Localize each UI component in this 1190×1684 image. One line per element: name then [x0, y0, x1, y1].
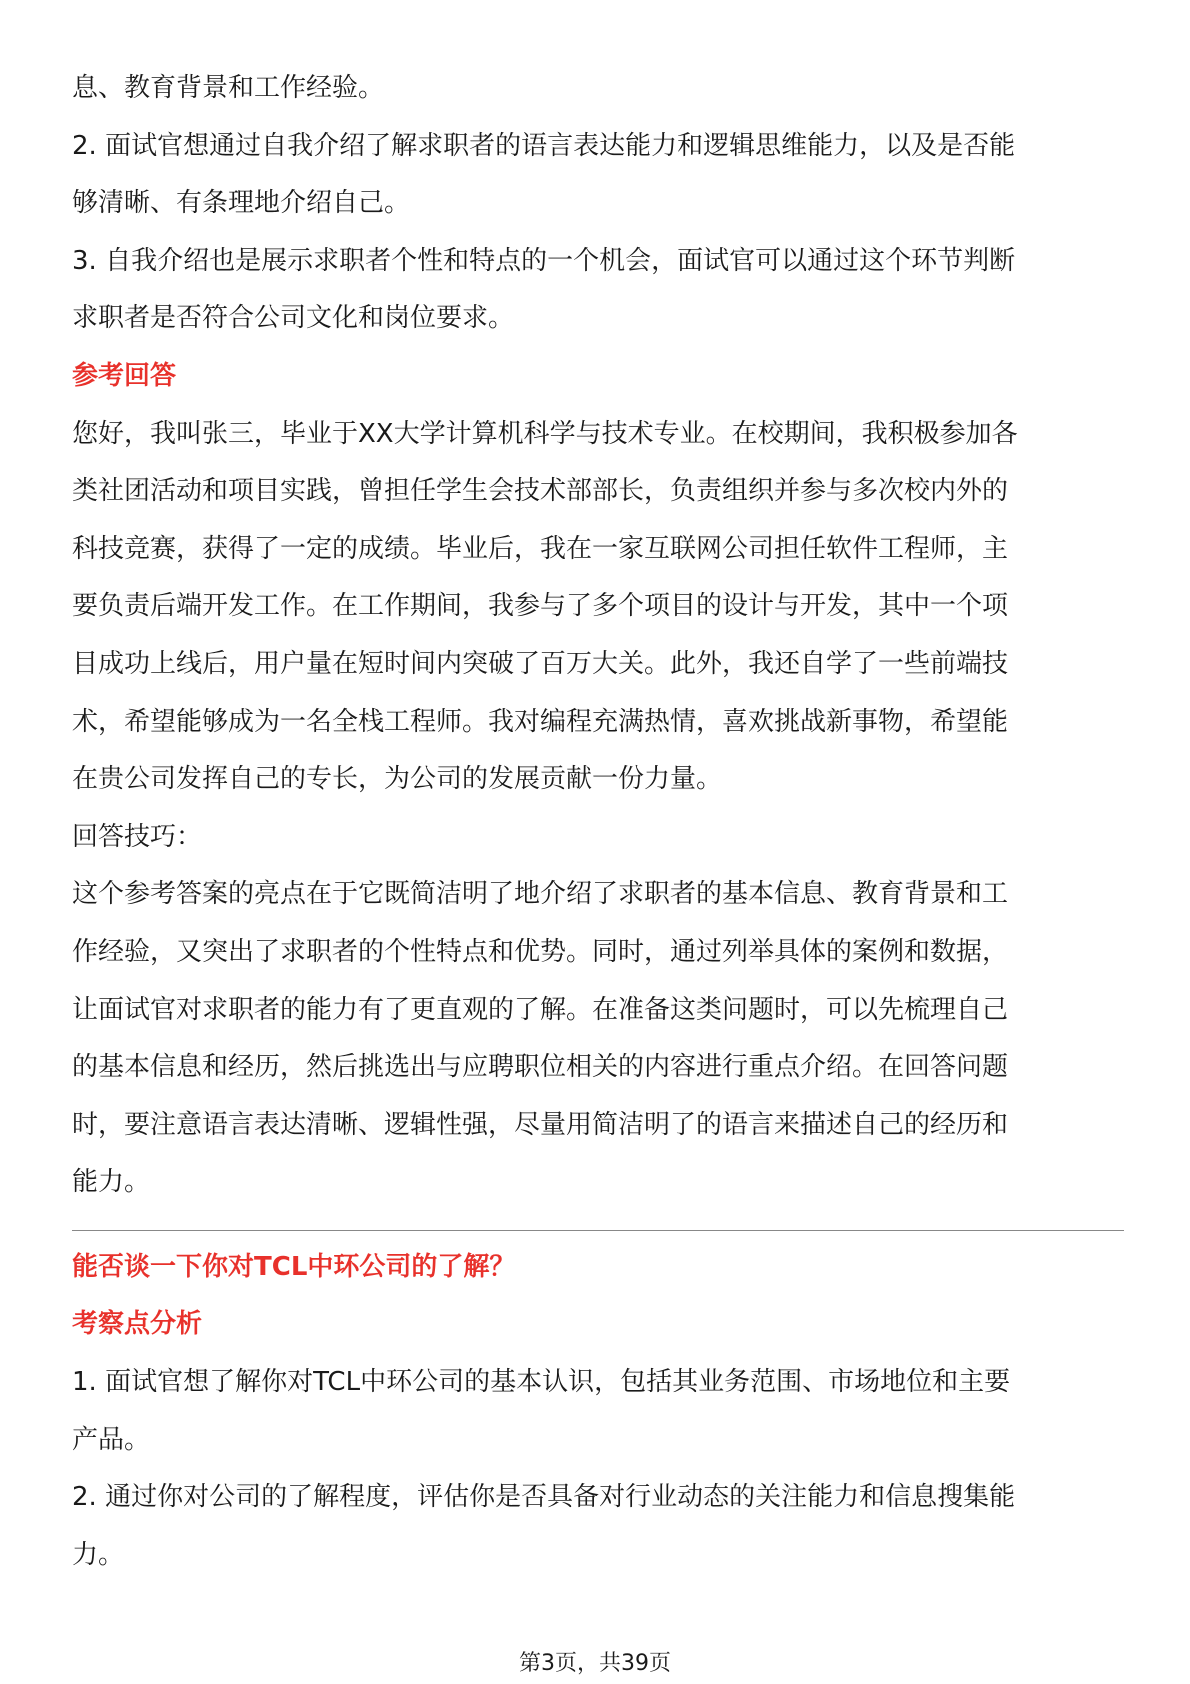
text-line: 2. 面试官想通过自我介绍了解求职者的语言表达能力和逻辑思维能力，以及是否能: [72, 130, 1016, 161]
text-line: 产品。: [72, 1424, 151, 1455]
text-line: 术，希望能够成为一名全栈工程师。我对编程充满热情，喜欢挑战新事物，希望能: [72, 706, 1009, 737]
text-line: 目成功上线后，用户量在短时间内突破了百万大关。此外，我还自学了一些前端技: [72, 648, 1009, 679]
section-analysis-continued: [72, 60, 1124, 348]
text-line: 3. 自我介绍也是展示求职者个性和特点的一个机会，面试官可以通过这个环节判断: [72, 245, 1016, 276]
text-line: 时，要注意语言表达清晰、逻辑性强，尽量用简洁明了的语言来描述自己的经历和: [72, 1109, 1009, 1140]
tips-label: 回答技巧：: [72, 821, 203, 852]
section-divider: [72, 1230, 1124, 1231]
text-line: 1. 面试官想了解你对TCL中环公司的基本认识，包括其业务范围、市场地位和主要: [72, 1367, 1011, 1398]
text-line: 科技竞赛，获得了一定的成绩。毕业后，我在一家互联网公司担任软件工程师，主: [72, 533, 1009, 564]
text-line: 求职者是否符合公司文化和岗位要求。: [72, 303, 515, 334]
text-line: 力。: [72, 1539, 125, 1570]
text-line: 的基本信息和经历，然后挑选出与应聘职位相关的内容进行重点介绍。在回答问题: [72, 1052, 1009, 1083]
section-answer-tips: [72, 809, 1124, 1212]
analysis-heading: 考察点分析: [72, 1309, 203, 1340]
text-line: 在贵公司发挥自己的专长，为公司的发展贡献一份力量。: [72, 764, 723, 795]
text-line: 要负责后端开发工作。在工作期间，我参与了多个项目的设计与开发，其中一个项: [72, 591, 1009, 622]
question-title: 能否谈一下你对TCL中环公司的了解？: [72, 1251, 516, 1282]
section-reference-answer: [72, 348, 1124, 809]
text-line: 让面试官对求职者的能力有了更直观的了解。在准备这类问题时，可以先梳理自己: [72, 994, 1009, 1025]
text-line: 您好，我叫张三，毕业于XX大学计算机科学与技术专业。在校期间，我积极参加各: [72, 418, 1018, 449]
text-line: 2. 通过你对公司的了解程度，评估你是否具备对行业动态的关注能力和信息搜集能: [72, 1482, 1016, 1513]
page-content: [72, 60, 1124, 1584]
reference-answer-heading: 参考回答: [72, 360, 177, 391]
text-line: 这个参考答案的亮点在于它既简洁明了地介绍了求职者的基本信息、教育背景和工: [72, 879, 1009, 910]
text-line: 类社团活动和项目实践，曾担任学生会技术部部长，负责组织并参与多次校内外的: [72, 476, 1009, 507]
text-line: 能力。: [72, 1167, 151, 1198]
text-line: 息、教育背景和工作经验。: [72, 73, 385, 103]
text-line: 作经验，又突出了求职者的个性特点和优势。同时，通过列举具体的案例和数据，: [72, 936, 1009, 967]
text-line: 够清晰、有条理地介绍自己。: [72, 188, 411, 219]
section-question-2: [72, 1239, 1124, 1585]
page-number: 第3页，共39页: [519, 1651, 671, 1676]
